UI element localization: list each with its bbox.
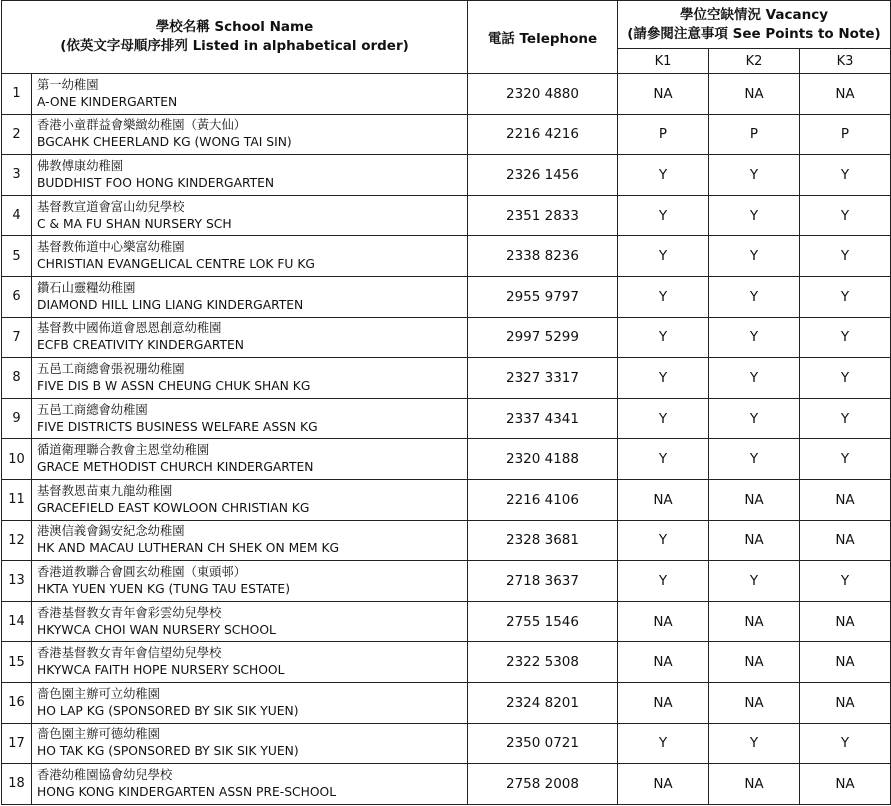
row-number: 15 (2, 642, 32, 683)
school-name-en: HO LAP KG (SPONSORED BY SIK SIK YUEN) (37, 703, 299, 718)
vacancy-k2: NA (709, 479, 800, 520)
vacancy-k3: Y (800, 236, 891, 277)
school-name-zh: 第一幼稚園 (37, 77, 99, 92)
vacancy-k2: NA (709, 74, 800, 115)
school-name-cell (32, 317, 468, 358)
table-row (2, 195, 891, 236)
school-name-cell (32, 439, 468, 480)
vacancy-k2: Y (709, 723, 800, 764)
school-name-cell (32, 479, 468, 520)
vacancy-k3: Y (800, 723, 891, 764)
header-k2: K2 (709, 49, 800, 74)
table-row (2, 236, 891, 277)
vacancy-k2: NA (709, 682, 800, 723)
school-name-en: DIAMOND HILL LING LIANG KINDERGARTEN (37, 297, 304, 312)
vacancy-k1: Y (618, 236, 709, 277)
school-name-cell (32, 561, 468, 602)
row-number: 11 (2, 479, 32, 520)
vacancy-k3: Y (800, 155, 891, 196)
vacancy-k1: Y (618, 723, 709, 764)
table-row (2, 642, 891, 683)
table-row (2, 74, 891, 115)
vacancy-k1: Y (618, 439, 709, 480)
school-name-zh: 基督教佈道中心樂富幼稚園 (37, 240, 185, 255)
school-name-cell (32, 276, 468, 317)
row-number: 3 (2, 155, 32, 196)
vacancy-k3: NA (800, 601, 891, 642)
school-name-cell (32, 74, 468, 115)
table-row (2, 723, 891, 764)
school-name-en: FIVE DIS B W ASSN CHEUNG CHUK SHAN KG (37, 378, 311, 393)
table-row (2, 398, 891, 439)
table-row (2, 520, 891, 561)
header-vacancy-note: (請參閱注意事項 See Points to Note) (627, 25, 881, 42)
row-number: 5 (2, 236, 32, 277)
vacancy-k1: NA (618, 642, 709, 683)
telephone-cell: 2337 4341 (468, 398, 618, 439)
school-name-zh: 五邑工商總會幼稚園 (37, 402, 148, 417)
vacancy-k2: Y (709, 276, 800, 317)
header-k3: K3 (800, 49, 891, 74)
vacancy-k1: P (618, 114, 709, 155)
vacancy-k1: NA (618, 682, 709, 723)
vacancy-k2: Y (709, 561, 800, 602)
row-number: 13 (2, 561, 32, 602)
telephone-cell: 2955 9797 (468, 276, 618, 317)
table-row (2, 317, 891, 358)
school-name-en: HKYWCA FAITH HOPE NURSERY SCHOOL (37, 663, 285, 678)
telephone-cell: 2216 4106 (468, 479, 618, 520)
school-name-zh: 鑽石山靈糧幼稚園 (37, 280, 136, 295)
school-name-zh: 基督教中國佈道會恩恩創意幼稚園 (37, 321, 222, 336)
vacancy-k3: Y (800, 317, 891, 358)
school-name-en: FIVE DISTRICTS BUSINESS WELFARE ASSN KG (37, 419, 318, 434)
row-number: 14 (2, 601, 32, 642)
vacancy-k3: P (800, 114, 891, 155)
row-number: 4 (2, 195, 32, 236)
table-row (2, 682, 891, 723)
row-number: 10 (2, 439, 32, 480)
vacancy-k2: NA (709, 642, 800, 683)
vacancy-k3: Y (800, 439, 891, 480)
school-name-cell (32, 236, 468, 277)
vacancy-k1: Y (618, 358, 709, 399)
school-name-zh: 基督教恩苗東九龍幼稚園 (37, 483, 173, 498)
row-number: 7 (2, 317, 32, 358)
school-name-zh: 基督教宣道會富山幼兒學校 (37, 199, 185, 214)
school-name-en: C & MA FU SHAN NURSERY SCH (37, 216, 232, 231)
school-name-zh: 佛教傅康幼稚園 (37, 158, 124, 173)
table-body (2, 74, 891, 805)
school-name-cell (32, 358, 468, 399)
telephone-cell: 2997 5299 (468, 317, 618, 358)
vacancy-k2: NA (709, 601, 800, 642)
school-name-zh: 嗇色園主辦可立幼稚園 (37, 686, 160, 701)
school-name-cell (32, 114, 468, 155)
row-number: 17 (2, 723, 32, 764)
vacancy-k1: NA (618, 479, 709, 520)
school-name-en: HO TAK KG (SPONSORED BY SIK SIK YUEN) (37, 744, 299, 759)
telephone-cell: 2350 0721 (468, 723, 618, 764)
school-name-en: BUDDHIST FOO HONG KINDERGARTEN (37, 175, 275, 190)
row-number: 2 (2, 114, 32, 155)
header-vacancy (618, 1, 891, 49)
vacancy-k3: Y (800, 276, 891, 317)
row-number: 16 (2, 682, 32, 723)
vacancy-k2: Y (709, 195, 800, 236)
school-name-en: HONG KONG KINDERGARTEN ASSN PRE-SCHOOL (37, 784, 337, 799)
school-name-zh: 香港基督教女青年會彩雲幼兒學校 (37, 605, 222, 620)
telephone-cell: 2758 2008 (468, 764, 618, 805)
telephone-cell: 2718 3637 (468, 561, 618, 602)
vacancy-k2: Y (709, 155, 800, 196)
table-row (2, 155, 891, 196)
vacancy-k3: Y (800, 561, 891, 602)
vacancy-k3: Y (800, 398, 891, 439)
telephone-cell: 2216 4216 (468, 114, 618, 155)
telephone-cell: 2326 1456 (468, 155, 618, 196)
school-name-en: CHRISTIAN EVANGELICAL CENTRE LOK FU KG (37, 257, 315, 272)
telephone-cell: 2324 8201 (468, 682, 618, 723)
vacancy-k1: Y (618, 195, 709, 236)
school-name-cell (32, 601, 468, 642)
school-name-cell (32, 764, 468, 805)
school-name-cell (32, 398, 468, 439)
telephone-cell: 2320 4188 (468, 439, 618, 480)
table-row (2, 358, 891, 399)
school-name-en: GRACE METHODIST CHURCH KINDERGARTEN (37, 460, 314, 475)
vacancy-k3: NA (800, 764, 891, 805)
table-row (2, 601, 891, 642)
school-name-zh: 嗇色園主辦可德幼稚園 (37, 727, 160, 742)
table-row (2, 114, 891, 155)
school-name-en: BGCAHK CHEERLAND KG (WONG TAI SIN) (37, 135, 292, 150)
school-name-en: ECFB CREATIVITY KINDERGARTEN (37, 338, 244, 353)
vacancy-k1: NA (618, 601, 709, 642)
telephone-cell: 2328 3681 (468, 520, 618, 561)
school-name-cell (32, 155, 468, 196)
row-number: 18 (2, 764, 32, 805)
vacancy-k1: Y (618, 520, 709, 561)
vacancy-k1: Y (618, 317, 709, 358)
row-number: 1 (2, 74, 32, 115)
vacancy-k2: Y (709, 317, 800, 358)
header-school-name (2, 1, 468, 74)
school-name-en: GRACEFIELD EAST KOWLOON CHRISTIAN KG (37, 500, 310, 515)
telephone-cell: 2320 4880 (468, 74, 618, 115)
school-name-en: HKTA YUEN YUEN KG (TUNG TAU ESTATE) (37, 581, 291, 596)
school-name-zh: 循道衛理聯合教會主恩堂幼稚園 (37, 443, 210, 458)
telephone-cell: 2327 3317 (468, 358, 618, 399)
vacancy-k1: Y (618, 276, 709, 317)
telephone-cell: 2351 2833 (468, 195, 618, 236)
vacancy-k3: Y (800, 358, 891, 399)
telephone-cell: 2322 5308 (468, 642, 618, 683)
table-row (2, 439, 891, 480)
vacancy-k3: NA (800, 74, 891, 115)
school-name-en: HKYWCA CHOI WAN NURSERY SCHOOL (37, 622, 276, 637)
vacancy-k1: Y (618, 398, 709, 439)
school-name-zh: 五邑工商總會張祝珊幼稚園 (37, 361, 185, 376)
vacancy-k2: Y (709, 398, 800, 439)
school-name-zh: 香港道教聯合會圓玄幼稚園（東頭邨） (37, 564, 247, 579)
vacancy-k1: NA (618, 74, 709, 115)
school-name-cell (32, 195, 468, 236)
school-name-en: HK AND MACAU LUTHERAN CH SHEK ON MEM KG (37, 541, 340, 556)
vacancy-k1: Y (618, 561, 709, 602)
vacancy-table (1, 0, 891, 805)
header-telephone: 電話 Telephone (468, 1, 618, 74)
table-row (2, 764, 891, 805)
school-name-zh: 香港幼稚園協會幼兒學校 (37, 767, 173, 782)
vacancy-k3: NA (800, 642, 891, 683)
vacancy-k3: Y (800, 195, 891, 236)
vacancy-k2: NA (709, 520, 800, 561)
table-row (2, 276, 891, 317)
school-name-zh: 港澳信義會錫安紀念幼稚園 (37, 524, 185, 539)
vacancy-k2: Y (709, 358, 800, 399)
header-school-name-title: 學校名稱 School Name (155, 19, 314, 35)
school-name-cell (32, 520, 468, 561)
table-row (2, 561, 891, 602)
school-name-en: A-ONE KINDERGARTEN (37, 94, 178, 109)
row-number: 12 (2, 520, 32, 561)
vacancy-k2: P (709, 114, 800, 155)
vacancy-k3: NA (800, 479, 891, 520)
header-vacancy-title: 學位空缺情況 Vacancy (679, 6, 829, 23)
telephone-cell: 2755 1546 (468, 601, 618, 642)
school-name-zh: 香港小童群益會樂緻幼稚園（黃大仙） (37, 118, 247, 133)
vacancy-k2: Y (709, 236, 800, 277)
vacancy-k1: NA (618, 764, 709, 805)
telephone-cell: 2338 8236 (468, 236, 618, 277)
vacancy-k1: Y (618, 155, 709, 196)
school-name-zh: 香港基督教女青年會信望幼兒學校 (37, 646, 222, 661)
row-number: 9 (2, 398, 32, 439)
vacancy-k3: NA (800, 520, 891, 561)
header-school-name-note: (依英文字母順序排列 Listed in alphabetical order) (60, 38, 409, 54)
school-name-cell (32, 682, 468, 723)
vacancy-k2: NA (709, 764, 800, 805)
vacancy-k3: NA (800, 682, 891, 723)
table-row (2, 479, 891, 520)
school-name-cell (32, 723, 468, 764)
header-k1: K1 (618, 49, 709, 74)
vacancy-k2: Y (709, 439, 800, 480)
row-number: 6 (2, 276, 32, 317)
row-number: 8 (2, 358, 32, 399)
school-name-cell (32, 642, 468, 683)
